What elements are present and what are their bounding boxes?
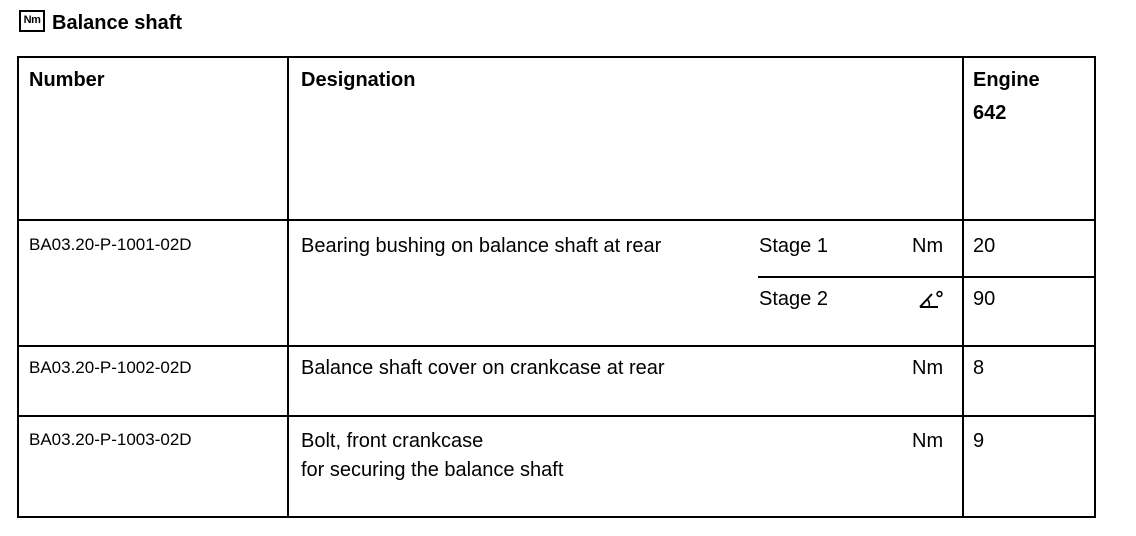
stage-label: Stage 2 xyxy=(759,288,828,310)
unit-label: Nm xyxy=(912,357,944,379)
angle-degree-icon xyxy=(918,289,944,320)
row-designation: Bolt, front crankcase xyxy=(301,430,484,452)
unit-label: Nm xyxy=(912,430,944,452)
row-divider xyxy=(19,219,1094,221)
torque-value: 20 xyxy=(973,235,996,257)
column-divider xyxy=(962,58,964,516)
header-number: Number xyxy=(29,69,105,91)
header-designation: Designation xyxy=(301,69,416,91)
torque-value: 9 xyxy=(973,430,985,452)
row-designation-line2: for securing the balance shaft xyxy=(301,459,564,481)
torque-table xyxy=(17,56,1096,518)
row-divider xyxy=(19,415,1094,417)
header-engine-model: 642 xyxy=(973,102,1007,124)
column-divider xyxy=(287,58,289,516)
unit-label: Nm xyxy=(912,235,944,257)
stage-label: Stage 1 xyxy=(759,235,828,257)
section-title-row xyxy=(19,10,182,36)
row-designation: Bearing bushing on balance shaft at rear xyxy=(301,235,662,257)
row-number: BA03.20-P-1002-02D xyxy=(29,358,192,377)
row-number: BA03.20-P-1001-02D xyxy=(29,235,192,254)
torque-value: 8 xyxy=(973,357,985,379)
row-designation: Balance shaft cover on crankcase at rear xyxy=(301,357,665,379)
page-title: Balance shaft xyxy=(52,11,183,34)
angle-value: 90 xyxy=(973,288,996,310)
row-number: BA03.20-P-1003-02D xyxy=(29,430,192,449)
stage-divider xyxy=(758,276,1094,278)
header-engine: Engine xyxy=(973,69,1040,91)
torque-nm-icon: Nm xyxy=(19,10,45,32)
row-divider xyxy=(19,345,1094,347)
